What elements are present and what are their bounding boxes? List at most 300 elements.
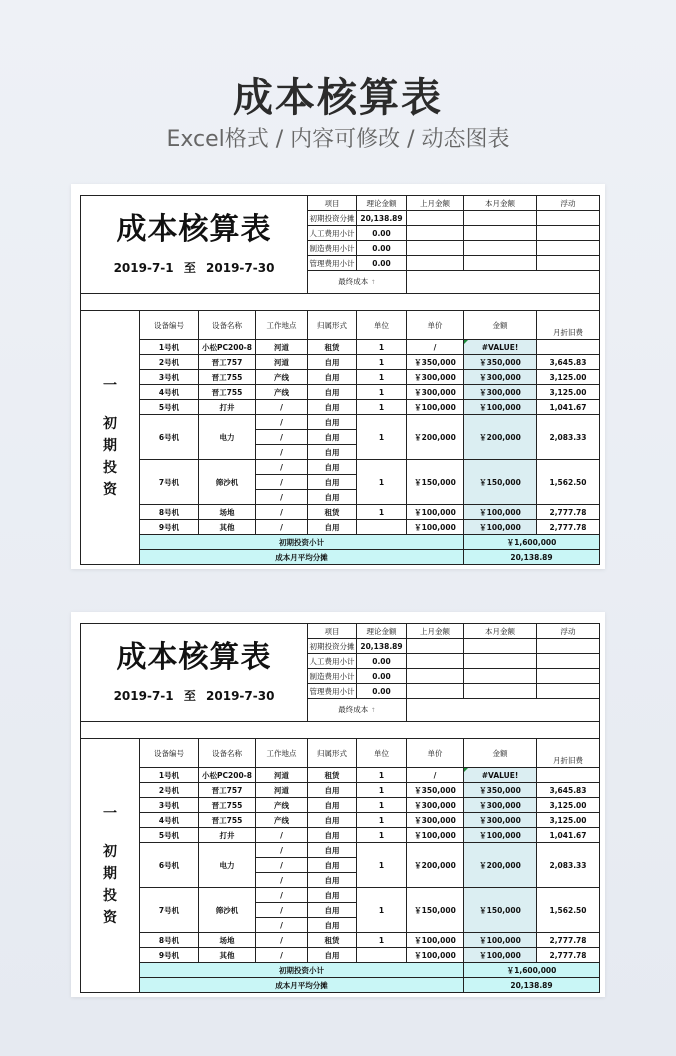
summary-cell[interactable] [537,684,600,699]
table-row [81,843,600,858]
table-row [81,385,600,400]
cell-place[interactable]: / [256,873,308,888]
sheet-title: 成本核算表 [116,640,272,675]
cell-unit[interactable]: 1 [357,798,407,813]
summary-cell[interactable] [407,226,464,241]
cell-amount[interactable]: ￥100,000 [464,505,537,520]
column-header: 设备名称 [199,739,256,768]
table-row [81,798,600,813]
average-value[interactable]: 20,138.89 [464,978,600,993]
cell-place[interactable]: / [256,460,308,475]
cell-own[interactable]: 自用 [308,783,357,798]
summary-cell[interactable] [407,639,464,654]
cell-unit[interactable]: 1 [357,415,407,460]
cell-own[interactable]: 租赁 [308,505,357,520]
cell-price[interactable]: ￥100,000 [407,933,464,948]
cell-id[interactable]: 4号机 [140,813,199,828]
category-char: 初 [103,843,117,860]
cell-unit[interactable]: 1 [357,370,407,385]
cell-price[interactable]: ￥100,000 [407,400,464,415]
cell-price[interactable]: ￥300,000 [407,798,464,813]
cell-own[interactable]: 自用 [308,888,357,903]
summary-cell[interactable] [537,669,600,684]
column-header: 单位 [357,311,407,340]
summary-cell[interactable] [464,256,537,271]
average-value[interactable]: 20,138.89 [464,550,600,565]
cell-own[interactable]: 自用 [308,828,357,843]
cell-name[interactable]: 小松PC200-8 [199,768,256,783]
cell-own[interactable]: 自用 [308,355,357,370]
cell-unit[interactable]: 1 [357,843,407,888]
cell-price[interactable]: ￥100,000 [407,505,464,520]
summary-header: 浮动 [537,196,600,211]
cell-id[interactable]: 1号机 [140,768,199,783]
cell-id[interactable]: 5号机 [140,828,199,843]
cell-price[interactable]: ￥200,000 [407,843,464,888]
cell-own[interactable]: 自用 [308,430,357,445]
cell-own[interactable]: 自用 [308,873,357,888]
summary-cell[interactable] [464,669,537,684]
cell-id[interactable]: 2号机 [140,783,199,798]
summary-header: 项目 [308,624,357,639]
cell-dep[interactable]: 2,083.33 [537,843,600,888]
summary-cell[interactable] [537,226,600,241]
cell-unit[interactable]: 1 [357,783,407,798]
page-subtitle: Excel格式 / 内容可修改 / 动态图表 [166,127,510,152]
cell-name[interactable]: 晋工757 [199,783,256,798]
cell-place[interactable]: 产线 [256,798,308,813]
summary-row-label[interactable]: 管理费用小计 [308,684,357,699]
summary-row-value[interactable]: 0.00 [357,241,407,256]
final-cost-cell[interactable] [308,699,407,722]
cell-amount[interactable]: ￥300,000 [464,813,537,828]
summary-cell[interactable] [464,241,537,256]
table-row [81,783,600,798]
cell-own[interactable]: 自用 [308,445,357,460]
column-header: 设备名称 [199,311,256,340]
subtotal-label[interactable]: 初期投资小计 [140,963,464,978]
cell-price[interactable]: ￥350,000 [407,783,464,798]
table-row [81,400,600,415]
cell-own[interactable]: 自用 [308,813,357,828]
cell-amount[interactable]: ￥100,000 [464,933,537,948]
column-header: 工作地点 [256,311,308,340]
cell-dep[interactable]: 1,562.50 [537,888,600,933]
column-header: 归属形式 [308,311,357,340]
column-header: 设备编号 [140,739,199,768]
cell-unit[interactable]: 1 [357,460,407,505]
cell-dep[interactable]: 2,777.78 [537,520,600,535]
table-row [81,415,600,430]
summary-cell[interactable] [537,654,600,669]
cell-unit[interactable]: 1 [357,933,407,948]
table-row [81,768,600,783]
cell-amount[interactable]: ￥100,000 [464,400,537,415]
cell-unit[interactable]: 1 [357,505,407,520]
category-char: 投 [103,887,117,904]
cell-name[interactable]: 场地 [199,505,256,520]
category-char: 初 [103,415,117,432]
cell-place[interactable]: / [256,490,308,505]
summary-row-value[interactable]: 0.00 [357,256,407,271]
cell-place[interactable]: / [256,400,308,415]
column-header: 单价 [407,311,464,340]
table-row [81,505,600,520]
cell-dep[interactable]: 3,125.00 [537,813,600,828]
cell-price[interactable]: ￥150,000 [407,888,464,933]
category-char: 投 [103,459,117,476]
cell-place[interactable]: / [256,858,308,873]
cell-dep[interactable]: 2,777.78 [537,948,600,963]
summary-row-value[interactable]: 20,138.89 [357,211,407,226]
summary-header: 项目 [308,196,357,211]
cell-price[interactable]: / [407,340,464,355]
cell-name[interactable]: 电力 [199,843,256,888]
cell-amount[interactable]: ￥100,000 [464,828,537,843]
cell-id[interactable]: 1号机 [140,340,199,355]
cost-sheet-table [80,623,600,993]
table-row [81,340,600,355]
cell-name[interactable]: 晋工757 [199,355,256,370]
cell-dep[interactable] [537,768,600,783]
error-indicator-icon [464,340,468,344]
subtotal-row [81,535,600,550]
cell-amount[interactable]: ￥300,000 [464,798,537,813]
cell-unit[interactable]: 1 [357,355,407,370]
cell-unit[interactable]: 1 [357,768,407,783]
summary-header: 上月金额 [407,624,464,639]
cursor-icon: ↑ [370,279,376,286]
column-header: 单位 [357,739,407,768]
summary-row-label[interactable]: 初期投资分摊 [308,639,357,654]
summary-cell[interactable] [407,241,464,256]
summary-cell[interactable] [407,654,464,669]
category-char: 资 [103,909,117,926]
cell-amount[interactable] [464,768,537,783]
cell-amount[interactable]: ￥100,000 [464,948,537,963]
cell-unit[interactable]: 1 [357,340,407,355]
cell-name[interactable]: 其他 [199,948,256,963]
subtotal-label[interactable]: 初期投资小计 [140,535,464,550]
summary-cell[interactable] [407,211,464,226]
summary-cell[interactable] [464,226,537,241]
cell-id[interactable]: 5号机 [140,400,199,415]
cell-id[interactable]: 9号机 [140,520,199,535]
summary-cell[interactable] [407,256,464,271]
subtotal-value[interactable]: ￥1,600,000 [464,963,600,978]
cell-own[interactable]: 自用 [308,370,357,385]
table-row [81,888,600,903]
cell-name[interactable]: 其他 [199,520,256,535]
subtotal-value[interactable]: ￥1,600,000 [464,535,600,550]
cell-name[interactable]: 晋工755 [199,798,256,813]
cell-place[interactable]: 河道 [256,768,308,783]
cell-place[interactable]: 河道 [256,340,308,355]
cell-amount[interactable] [464,340,537,355]
error-indicator-icon [464,768,468,772]
sheet-header-block [81,196,308,294]
table-row [81,828,600,843]
cell-place[interactable]: / [256,520,308,535]
summary-header: 上月金额 [407,196,464,211]
table-row [81,355,600,370]
summary-cell[interactable] [464,639,537,654]
summary-header: 理论金额 [357,624,407,639]
cell-place[interactable]: 产线 [256,370,308,385]
summary-row-value[interactable]: 0.00 [357,226,407,241]
summary-row-label[interactable]: 制造费用小计 [308,669,357,684]
cell-amount[interactable]: ￥150,000 [464,460,537,505]
cell-id[interactable]: 6号机 [140,415,199,460]
column-header: 月折旧费 [537,739,600,768]
cell-name[interactable]: 小松PC200-8 [199,340,256,355]
cell-name[interactable]: 筛沙机 [199,460,256,505]
category-char: 期 [103,437,117,454]
sheet-preview-2 [71,612,605,997]
cell-dep[interactable]: 2,777.78 [537,933,600,948]
summary-cell[interactable] [464,684,537,699]
column-header: 金额 [464,311,537,340]
cell-own[interactable]: 自用 [308,490,357,505]
cell-price[interactable]: ￥300,000 [407,813,464,828]
table-row [81,520,600,535]
summary-cell[interactable] [464,654,537,669]
cell-amount[interactable]: ￥300,000 [464,370,537,385]
cost-sheet-table [80,195,600,565]
category-char: 一 [103,805,117,822]
cell-dep[interactable]: 3,125.00 [537,370,600,385]
column-header: 金额 [464,739,537,768]
cell-place[interactable]: 产线 [256,385,308,400]
date-end: 2019-7-30 [206,261,275,275]
cell-own[interactable]: 自用 [308,520,357,535]
date-range [81,690,307,703]
summary-row-label[interactable]: 初期投资分摊 [308,211,357,226]
cell-unit[interactable]: 1 [357,813,407,828]
summary-row-value[interactable]: 0.00 [357,684,407,699]
cell-id[interactable]: 9号机 [140,948,199,963]
cell-own[interactable]: 自用 [308,858,357,873]
cell-id[interactable]: 6号机 [140,843,199,888]
cell-id[interactable]: 8号机 [140,505,199,520]
table-row [81,460,600,475]
cell-place[interactable]: / [256,415,308,430]
summary-header: 本月金额 [464,624,537,639]
date-end: 2019-7-30 [206,689,275,703]
final-cost-value[interactable] [407,699,600,722]
cell-amount[interactable]: ￥100,000 [464,520,537,535]
cell-amount[interactable]: ￥150,000 [464,888,537,933]
cell-id[interactable]: 7号机 [140,888,199,933]
average-label[interactable]: 成本月平均分摊 [140,550,464,565]
column-header: 月折旧费 [537,311,600,340]
final-cost-value[interactable] [407,271,600,294]
date-range [81,262,307,275]
cell-place[interactable]: / [256,475,308,490]
cell-unit[interactable]: 1 [357,400,407,415]
cell-own[interactable]: 自用 [308,415,357,430]
cell-place[interactable]: / [256,445,308,460]
cell-price[interactable]: ￥100,000 [407,520,464,535]
cell-name[interactable]: 晋工755 [199,813,256,828]
cell-dep[interactable]: 1,041.67 [537,828,600,843]
cell-id[interactable]: 7号机 [140,460,199,505]
summary-row-value[interactable]: 0.00 [357,654,407,669]
column-header: 设备编号 [140,311,199,340]
cell-amount[interactable]: ￥200,000 [464,843,537,888]
summary-header: 理论金额 [357,196,407,211]
cell-place[interactable]: 河道 [256,783,308,798]
sheet-header-block [81,624,308,722]
summary-cell[interactable] [407,669,464,684]
cell-name[interactable]: 打井 [199,400,256,415]
cell-unit[interactable]: 1 [357,888,407,933]
table-row [81,813,600,828]
cell-name[interactable]: 筛沙机 [199,888,256,933]
cell-price[interactable]: ￥200,000 [407,415,464,460]
summary-row-label[interactable]: 人工费用小计 [308,226,357,241]
summary-row-value[interactable]: 20,138.89 [357,639,407,654]
cell-amount-value: #VALUE! [481,342,519,352]
table-row [81,948,600,963]
cell-place[interactable]: / [256,888,308,903]
cell-price[interactable]: ￥300,000 [407,385,464,400]
date-start: 2019-7-1 [113,261,174,275]
average-label[interactable]: 成本月平均分摊 [140,978,464,993]
cell-price[interactable]: ￥100,000 [407,828,464,843]
cell-price[interactable]: / [407,768,464,783]
date-separator: 至 [183,261,196,275]
summary-row-label[interactable]: 管理费用小计 [308,256,357,271]
cell-id[interactable]: 4号机 [140,385,199,400]
cell-dep[interactable]: 1,041.67 [537,400,600,415]
cell-dep[interactable]: 1,562.50 [537,460,600,505]
cell-name[interactable]: 场地 [199,933,256,948]
cell-place[interactable]: / [256,505,308,520]
cell-amount[interactable]: ￥200,000 [464,415,537,460]
cell-own[interactable]: 自用 [308,918,357,933]
final-cost-label: 最终成本 [338,705,369,714]
cell-place[interactable]: 产线 [256,813,308,828]
summary-cell[interactable] [537,256,600,271]
cell-unit[interactable]: 1 [357,828,407,843]
summary-cell[interactable] [537,241,600,256]
cell-own[interactable]: 自用 [308,475,357,490]
cell-amount[interactable]: ￥350,000 [464,355,537,370]
cell-amount-value: #VALUE! [481,770,519,780]
category-char: 资 [103,481,117,498]
cell-own[interactable]: 自用 [308,460,357,475]
cell-place[interactable]: / [256,918,308,933]
cell-own[interactable]: 租赁 [308,768,357,783]
cell-unit[interactable]: 1 [357,385,407,400]
cell-own[interactable]: 自用 [308,385,357,400]
summary-header: 本月金额 [464,196,537,211]
cell-own[interactable]: 租赁 [308,933,357,948]
subtotal-row [81,963,600,978]
cell-own[interactable]: 自用 [308,903,357,918]
table-row [81,933,600,948]
final-cost-cell[interactable] [308,271,407,294]
cell-name[interactable]: 晋工755 [199,385,256,400]
cell-own[interactable]: 自用 [308,400,357,415]
cell-dep[interactable]: 3,125.00 [537,385,600,400]
category-label [81,739,140,993]
average-row [81,978,600,993]
cell-place[interactable]: / [256,828,308,843]
cell-name[interactable]: 电力 [199,415,256,460]
cell-place[interactable]: / [256,933,308,948]
column-header: 单价 [407,739,464,768]
cell-place[interactable]: / [256,903,308,918]
summary-cell[interactable] [537,639,600,654]
date-separator: 至 [183,689,196,703]
cell-dep[interactable]: 2,083.33 [537,415,600,460]
cell-place[interactable]: / [256,430,308,445]
spacer-row [81,294,600,311]
category-label [81,311,140,565]
cell-amount[interactable]: ￥350,000 [464,783,537,798]
cell-dep[interactable]: 3,645.83 [537,783,600,798]
cell-amount[interactable]: ￥300,000 [464,385,537,400]
cell-own[interactable]: 自用 [308,843,357,858]
cell-unit[interactable] [357,520,407,535]
cell-own[interactable]: 自用 [308,798,357,813]
cell-name[interactable]: 打井 [199,828,256,843]
cell-name[interactable]: 晋工755 [199,370,256,385]
table-row [81,370,600,385]
cell-id[interactable]: 3号机 [140,798,199,813]
date-start: 2019-7-1 [113,689,174,703]
cell-own[interactable]: 自用 [308,948,357,963]
cell-price[interactable]: ￥300,000 [407,370,464,385]
column-header: 工作地点 [256,739,308,768]
cell-own[interactable]: 租赁 [308,340,357,355]
cell-unit[interactable] [357,948,407,963]
cell-id[interactable]: 3号机 [140,370,199,385]
sheet-title: 成本核算表 [116,212,272,247]
average-row [81,550,600,565]
cell-price[interactable]: ￥100,000 [407,948,464,963]
cell-place[interactable]: 河道 [256,355,308,370]
page-title: 成本核算表 [233,75,443,121]
cell-dep[interactable]: 2,777.78 [537,505,600,520]
category-char: 期 [103,865,117,882]
cell-dep[interactable] [537,340,600,355]
cursor-icon: ↑ [370,707,376,714]
cell-place[interactable]: / [256,843,308,858]
cell-price[interactable]: ￥350,000 [407,355,464,370]
cell-id[interactable]: 8号机 [140,933,199,948]
summary-cell[interactable] [407,684,464,699]
cell-dep[interactable]: 3,125.00 [537,798,600,813]
summary-cell[interactable] [537,211,600,226]
summary-row-label[interactable]: 制造费用小计 [308,241,357,256]
cell-dep[interactable]: 3,645.83 [537,355,600,370]
summary-row-label[interactable]: 人工费用小计 [308,654,357,669]
spacer-row [81,722,600,739]
sheet-preview-1 [71,184,605,569]
cell-place[interactable]: / [256,948,308,963]
cell-id[interactable]: 2号机 [140,355,199,370]
category-char: 一 [103,377,117,394]
summary-cell[interactable] [464,211,537,226]
summary-row-value[interactable]: 0.00 [357,669,407,684]
column-header: 归属形式 [308,739,357,768]
cell-price[interactable]: ￥150,000 [407,460,464,505]
summary-header: 浮动 [537,624,600,639]
final-cost-label: 最终成本 [338,277,369,286]
